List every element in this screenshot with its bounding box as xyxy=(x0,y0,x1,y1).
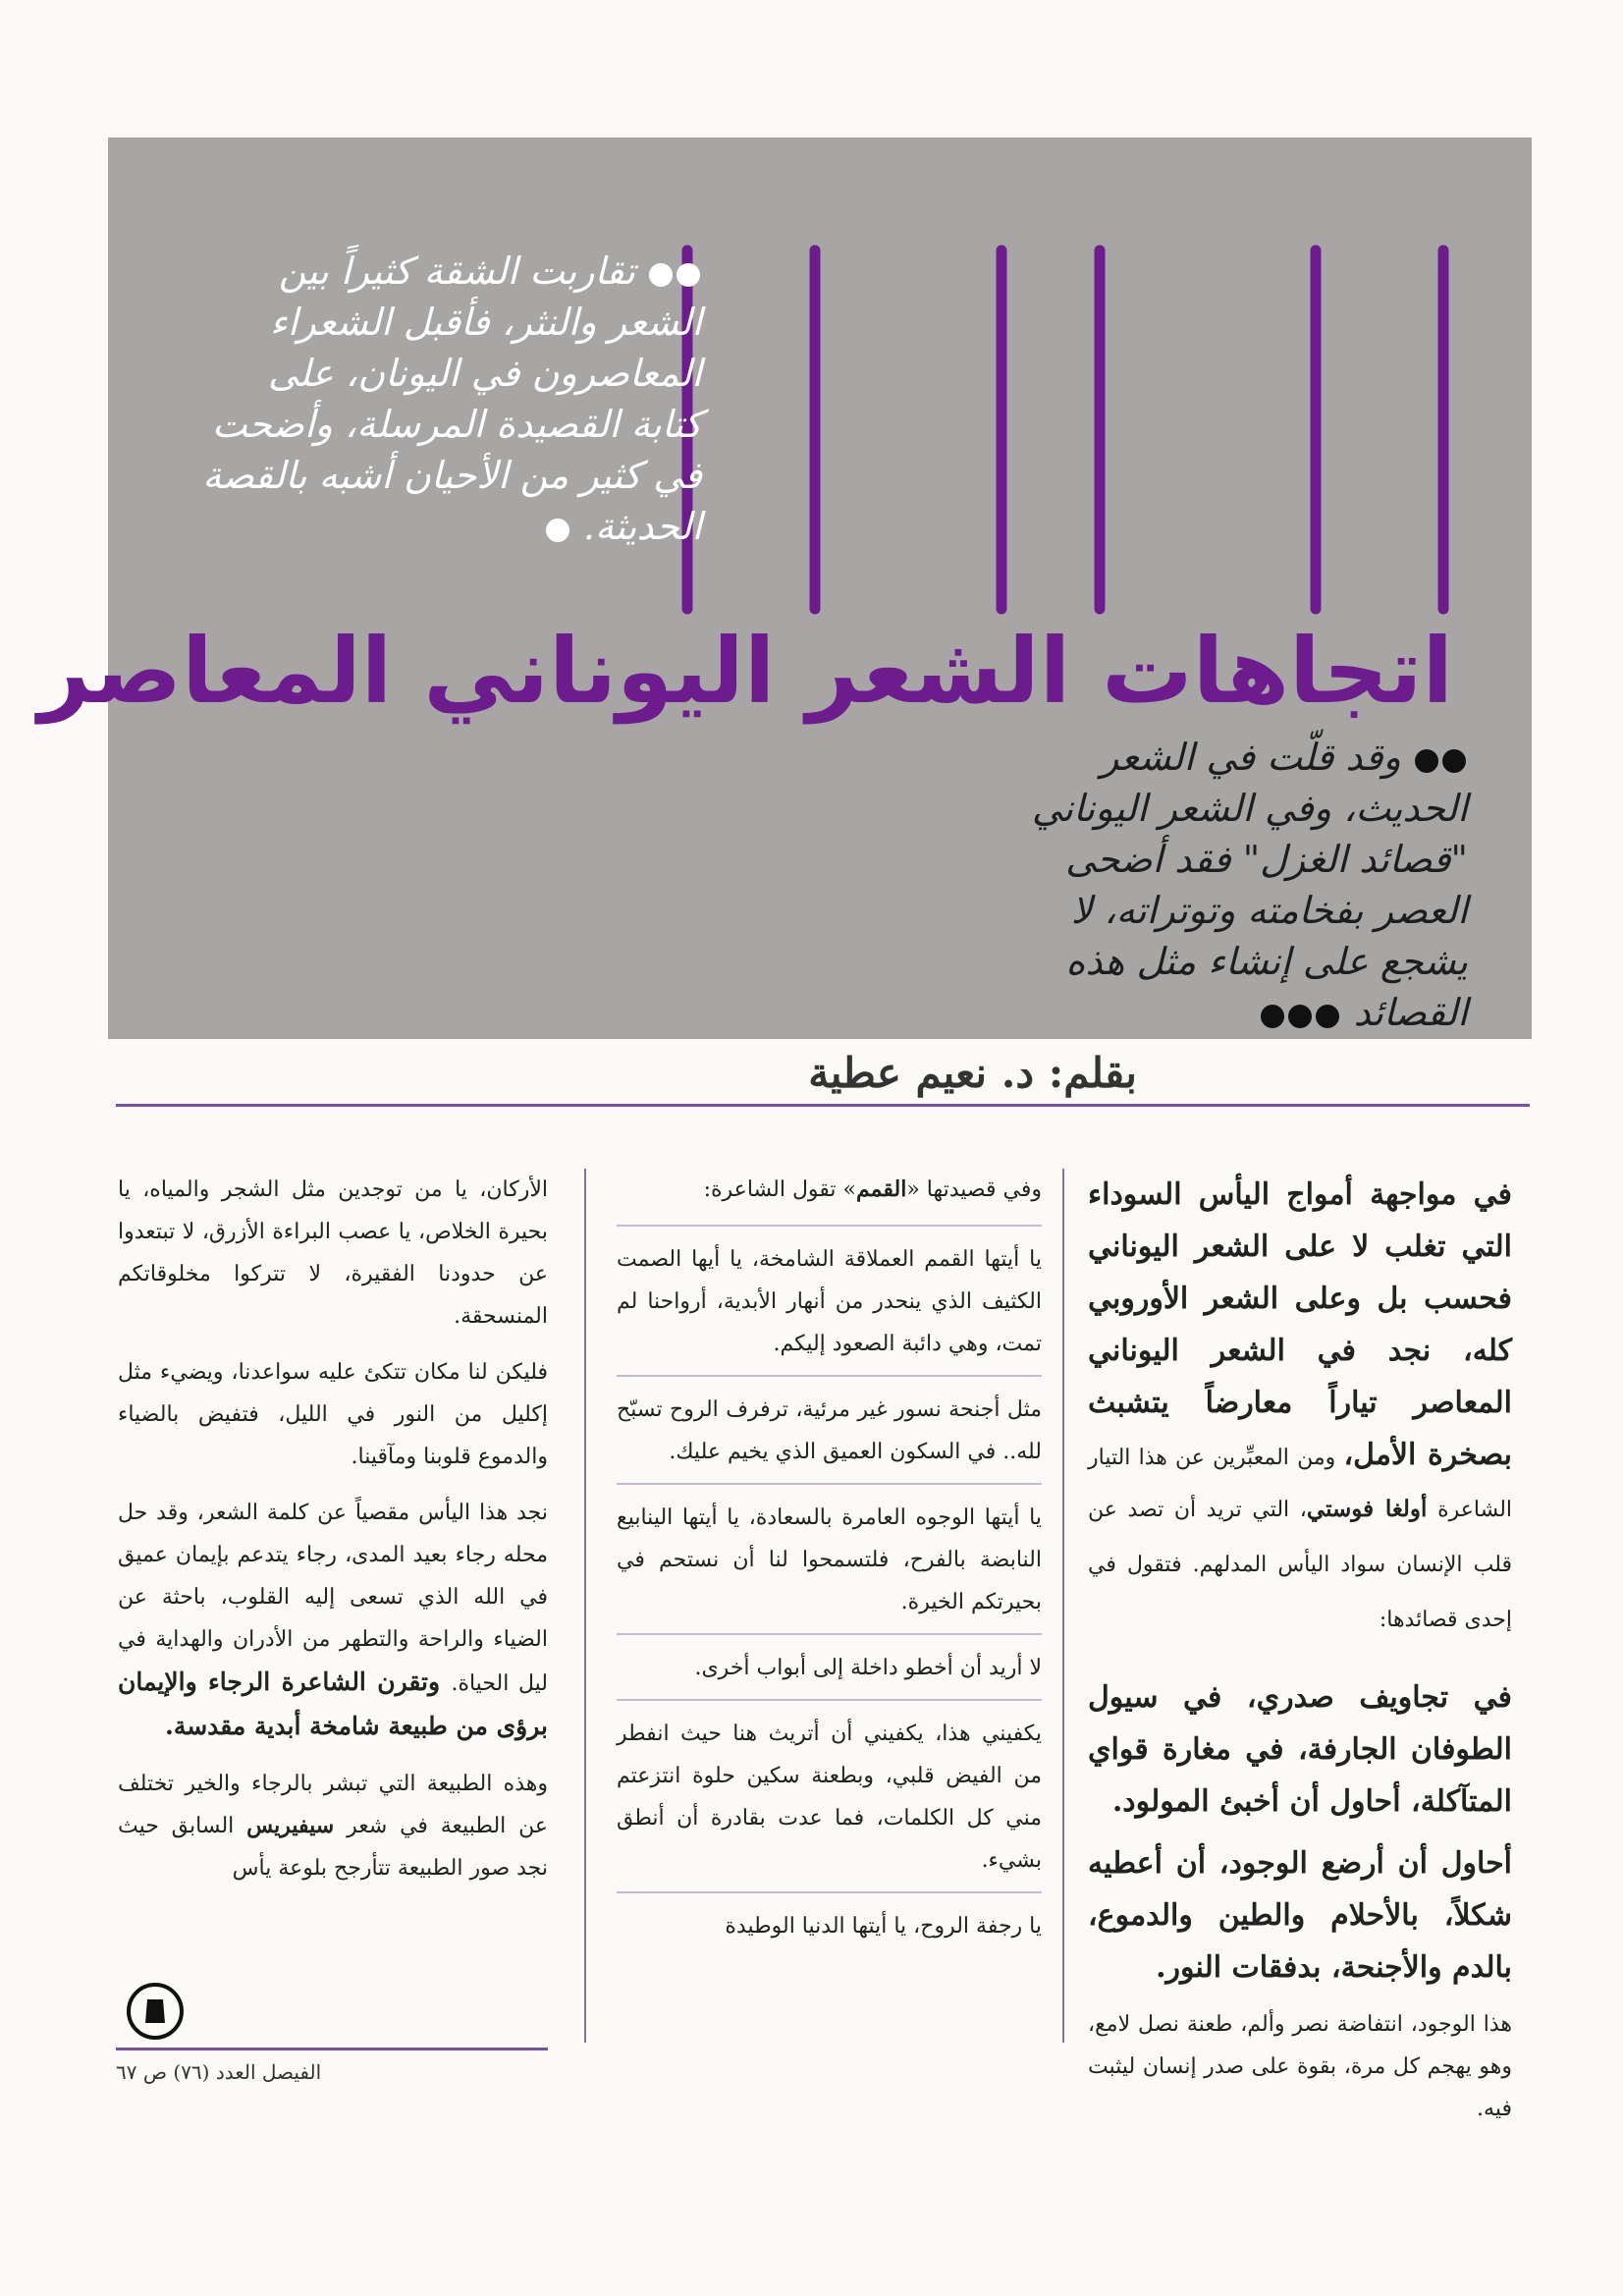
bullet-dot xyxy=(546,519,569,542)
poem-name: القمم xyxy=(856,1176,907,1202)
bullet-dot xyxy=(649,263,673,287)
bullet-dot xyxy=(1415,749,1438,773)
intro-text-top: تقاربت الشقة كثيراً بين الشعر والنثر، فأقبل الشعراء المعاصرون في اليونان، على كتابة القصيدة المرسلة، وأضحت في كثير من الأحيان أشبه بالقصة الحديثة. xyxy=(202,249,702,548)
poem-stanza: لا أريد أن أخطو داخلة إلى أبواب أخرى. xyxy=(617,1633,1042,1699)
paragraph: هذا الوجود، انتفاضة نصر وألم، طعنة نصل لامع، وهو يهجم كل مرة، بقوة على صدر إنسان ليثبت فيه. xyxy=(1088,2012,1512,2121)
paragraph: وهذه الطبيعة التي تبشر بالرجاء والخير تختلف عن الطبيعة في شعر سيفيريس السابق حيث نجد صور الطبيعة تتأرجح بلوعة يأس xyxy=(118,1772,548,1881)
column-middle xyxy=(617,1169,1042,1957)
bullet-dot xyxy=(1442,749,1466,773)
poem-stanza: مثل أجنحة نسور غير مرئية، ترفرف الروح تسبّح لله.. في السكون العميق الذي يخيم عليك. xyxy=(617,1375,1042,1483)
column-divider xyxy=(584,1169,586,2043)
divider-rule xyxy=(116,1104,1530,1107)
bullet-dot xyxy=(676,263,700,287)
poem-stanza: يا أيتها القمم العملاقة الشامخة، يا أيها الصمت الكثيف الذي ينحدر من أنهار الأبدية، أرواحنا لم تمت، وهي دائبة الصعود إليكم. xyxy=(617,1225,1042,1375)
paragraph: نجد هذا اليأس مقصياً عن كلمة الشعر، وقد حل محله رجاء بعيد المدى، رجاء يتدعم بإيمان عميق في الله الذي تسعى إليه القلوب، باحثة عن الضياء والراحة والتطهر من الأدران والهداية في ليل الحياة. وتقرن الشاعرة الرجاء والإيمان برؤى من طبيعة شامخة أبدية مقدسة. xyxy=(118,1501,548,1740)
poet-name: سيفيريس xyxy=(246,1813,335,1838)
poem-stanza: يا أيتها الوجوه العامرة بالسعادة، يا أيتها الينابيع النابضة بالفرح، فلتسمحوا لنا أن نستحم في بحيرتكم الخيرة. xyxy=(617,1483,1042,1633)
bullet-dot xyxy=(1261,1005,1284,1028)
poem-stanza: يا رجفة الروح، يا أيتها الدنيا الوطيدة xyxy=(617,1891,1042,1957)
title-banner xyxy=(37,137,1532,1039)
column-divider xyxy=(1062,1169,1064,2043)
column-left xyxy=(118,1169,548,1903)
paragraph: وفي قصيدتها «القمم» تقول الشاعرة: xyxy=(703,1176,1042,1202)
quote-stanza: في تجاويف صدري، في سيول الطوفان الجارفة، في مغارة قواي المتآكلة، أحاول أن أخبئ المولود. xyxy=(1088,1680,1512,1819)
poem-stanza: يكفيني هذا، يكفيني أن أتريث هنا حيث انفطر من الفيض قلبي، وبطعنة سكين حلوة انتزعتم مني كل الكلمات، فما عدت بقادرة أن أنطق بشيء. xyxy=(617,1699,1042,1891)
lead-paragraph: في مواجهة أمواج اليأس السوداء التي تغلب لا على الشعر اليوناني فحسب بل وعلى الشعر الأوروبي كله، نجد في الشعر اليوناني المعاصر تياراً معارضاً يتشبث بصخرة الأمل، ومن المعبِّرين عن هذا التيار الشاعرة أولغا فوستي، التي تريد أن تصد عن قلب الإنسان سواد اليأس المدلهم. فتقول في إحدى قصائدها: xyxy=(1088,1177,1513,1632)
paragraph: الأركان، يا من توجدين مثل الشجر والمياه، يا بحيرة الخلاص، يا عصب البراءة الأزرق، لا تبتعدوا عن حدودنا الفقيرة، لا تتركوا مخلوقاتكم المنسحقة. xyxy=(118,1177,548,1329)
bullet-dot xyxy=(1288,1005,1312,1028)
quote-stanza: أحاول أن أرضع الوجود، أن أعطيه شكلاً، بالأحلام والطين والدموع، بالدم والأجنحة، بدفقات النور. xyxy=(1088,1846,1512,1985)
page-footer: الفيصل العدد (٧٦) ص ٦٧ xyxy=(116,2060,322,2084)
poet-name: أولغا فوستي xyxy=(1306,1496,1428,1522)
intro-text-bottom: وقد قلّت في الشعر الحديث، وفي الشعر اليوناني "قصائد الغزل" فقد أضحى العصر بفخامته وتوتراته، لا يشجع على إنشاء مثل هذه القصائد xyxy=(1031,736,1468,1034)
section-end-icon xyxy=(126,1982,185,2041)
column-right xyxy=(1088,1169,1512,2144)
divider-rule xyxy=(116,2048,548,2050)
author-byline: بقلم: د. نعيم عطية xyxy=(808,1049,1137,1097)
paragraph: فليكن لنا مكان تتكئ عليه سواعدنا، ويضيء مثل إكليل من النور في الليل، فتفيض بالضياء والدموع قلوبنا ومآقينا. xyxy=(118,1360,548,1469)
bullet-dot xyxy=(1316,1005,1339,1028)
article-title: اتجاهات الشعر اليوناني المعاصر xyxy=(37,619,1453,724)
